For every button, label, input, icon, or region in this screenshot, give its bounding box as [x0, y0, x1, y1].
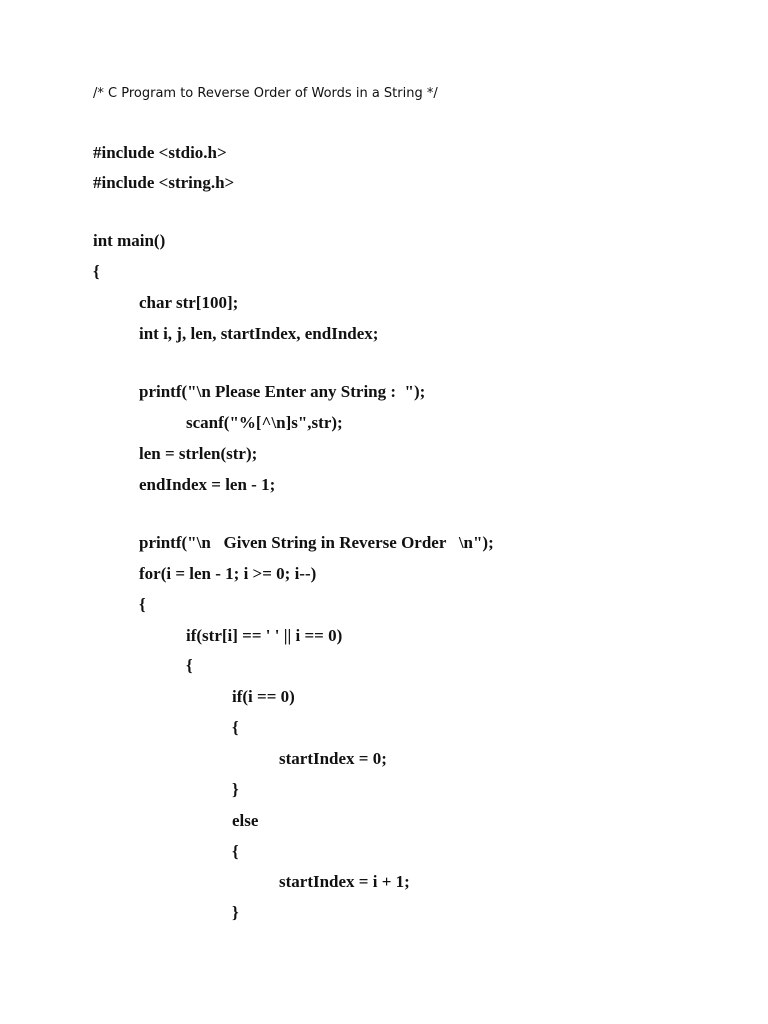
code-line-else-open: { [232, 842, 239, 861]
code-line-include-string: #include <string.h> [93, 173, 235, 192]
code-line-main: int main() [93, 231, 166, 250]
code-line-scanf: scanf("%[^\n]s",str); [186, 413, 343, 432]
code-line-if-zero: if(i == 0) [232, 687, 295, 706]
code-line-if-zero-open: { [232, 718, 239, 737]
code-line-for: for(i = len - 1; i >= 0; i--) [139, 564, 317, 583]
code-line-if-open: { [186, 656, 193, 675]
code-line-if-zero-close: } [232, 780, 239, 799]
code-line-else-close: } [232, 903, 239, 922]
code-line-start-i-plus-one: startIndex = i + 1; [279, 872, 410, 891]
code-line-printf-prompt: printf("\n Please Enter any String : "); [139, 382, 426, 401]
code-line-strlen: len = strlen(str); [139, 444, 258, 463]
code-line-if-space: if(str[i] == ' ' || i == 0) [186, 626, 343, 645]
code-line-int-decl: int i, j, len, startIndex, endIndex; [139, 324, 379, 343]
code-line-printf-given: printf("\n Given String in Reverse Order \n"); [139, 533, 494, 552]
code-line-start-zero: startIndex = 0; [279, 749, 387, 768]
code-line-char-decl: char str[100]; [139, 293, 239, 312]
code-line-open-brace: { [93, 262, 100, 281]
program-comment: /* C Program to Reverse Order of Words in a String */ [93, 86, 438, 101]
code-line-else: else [232, 811, 259, 830]
code-line-for-open: { [139, 595, 146, 614]
code-line-include-stdio: #include <stdio.h> [93, 143, 227, 162]
code-line-endindex: endIndex = len - 1; [139, 475, 276, 494]
